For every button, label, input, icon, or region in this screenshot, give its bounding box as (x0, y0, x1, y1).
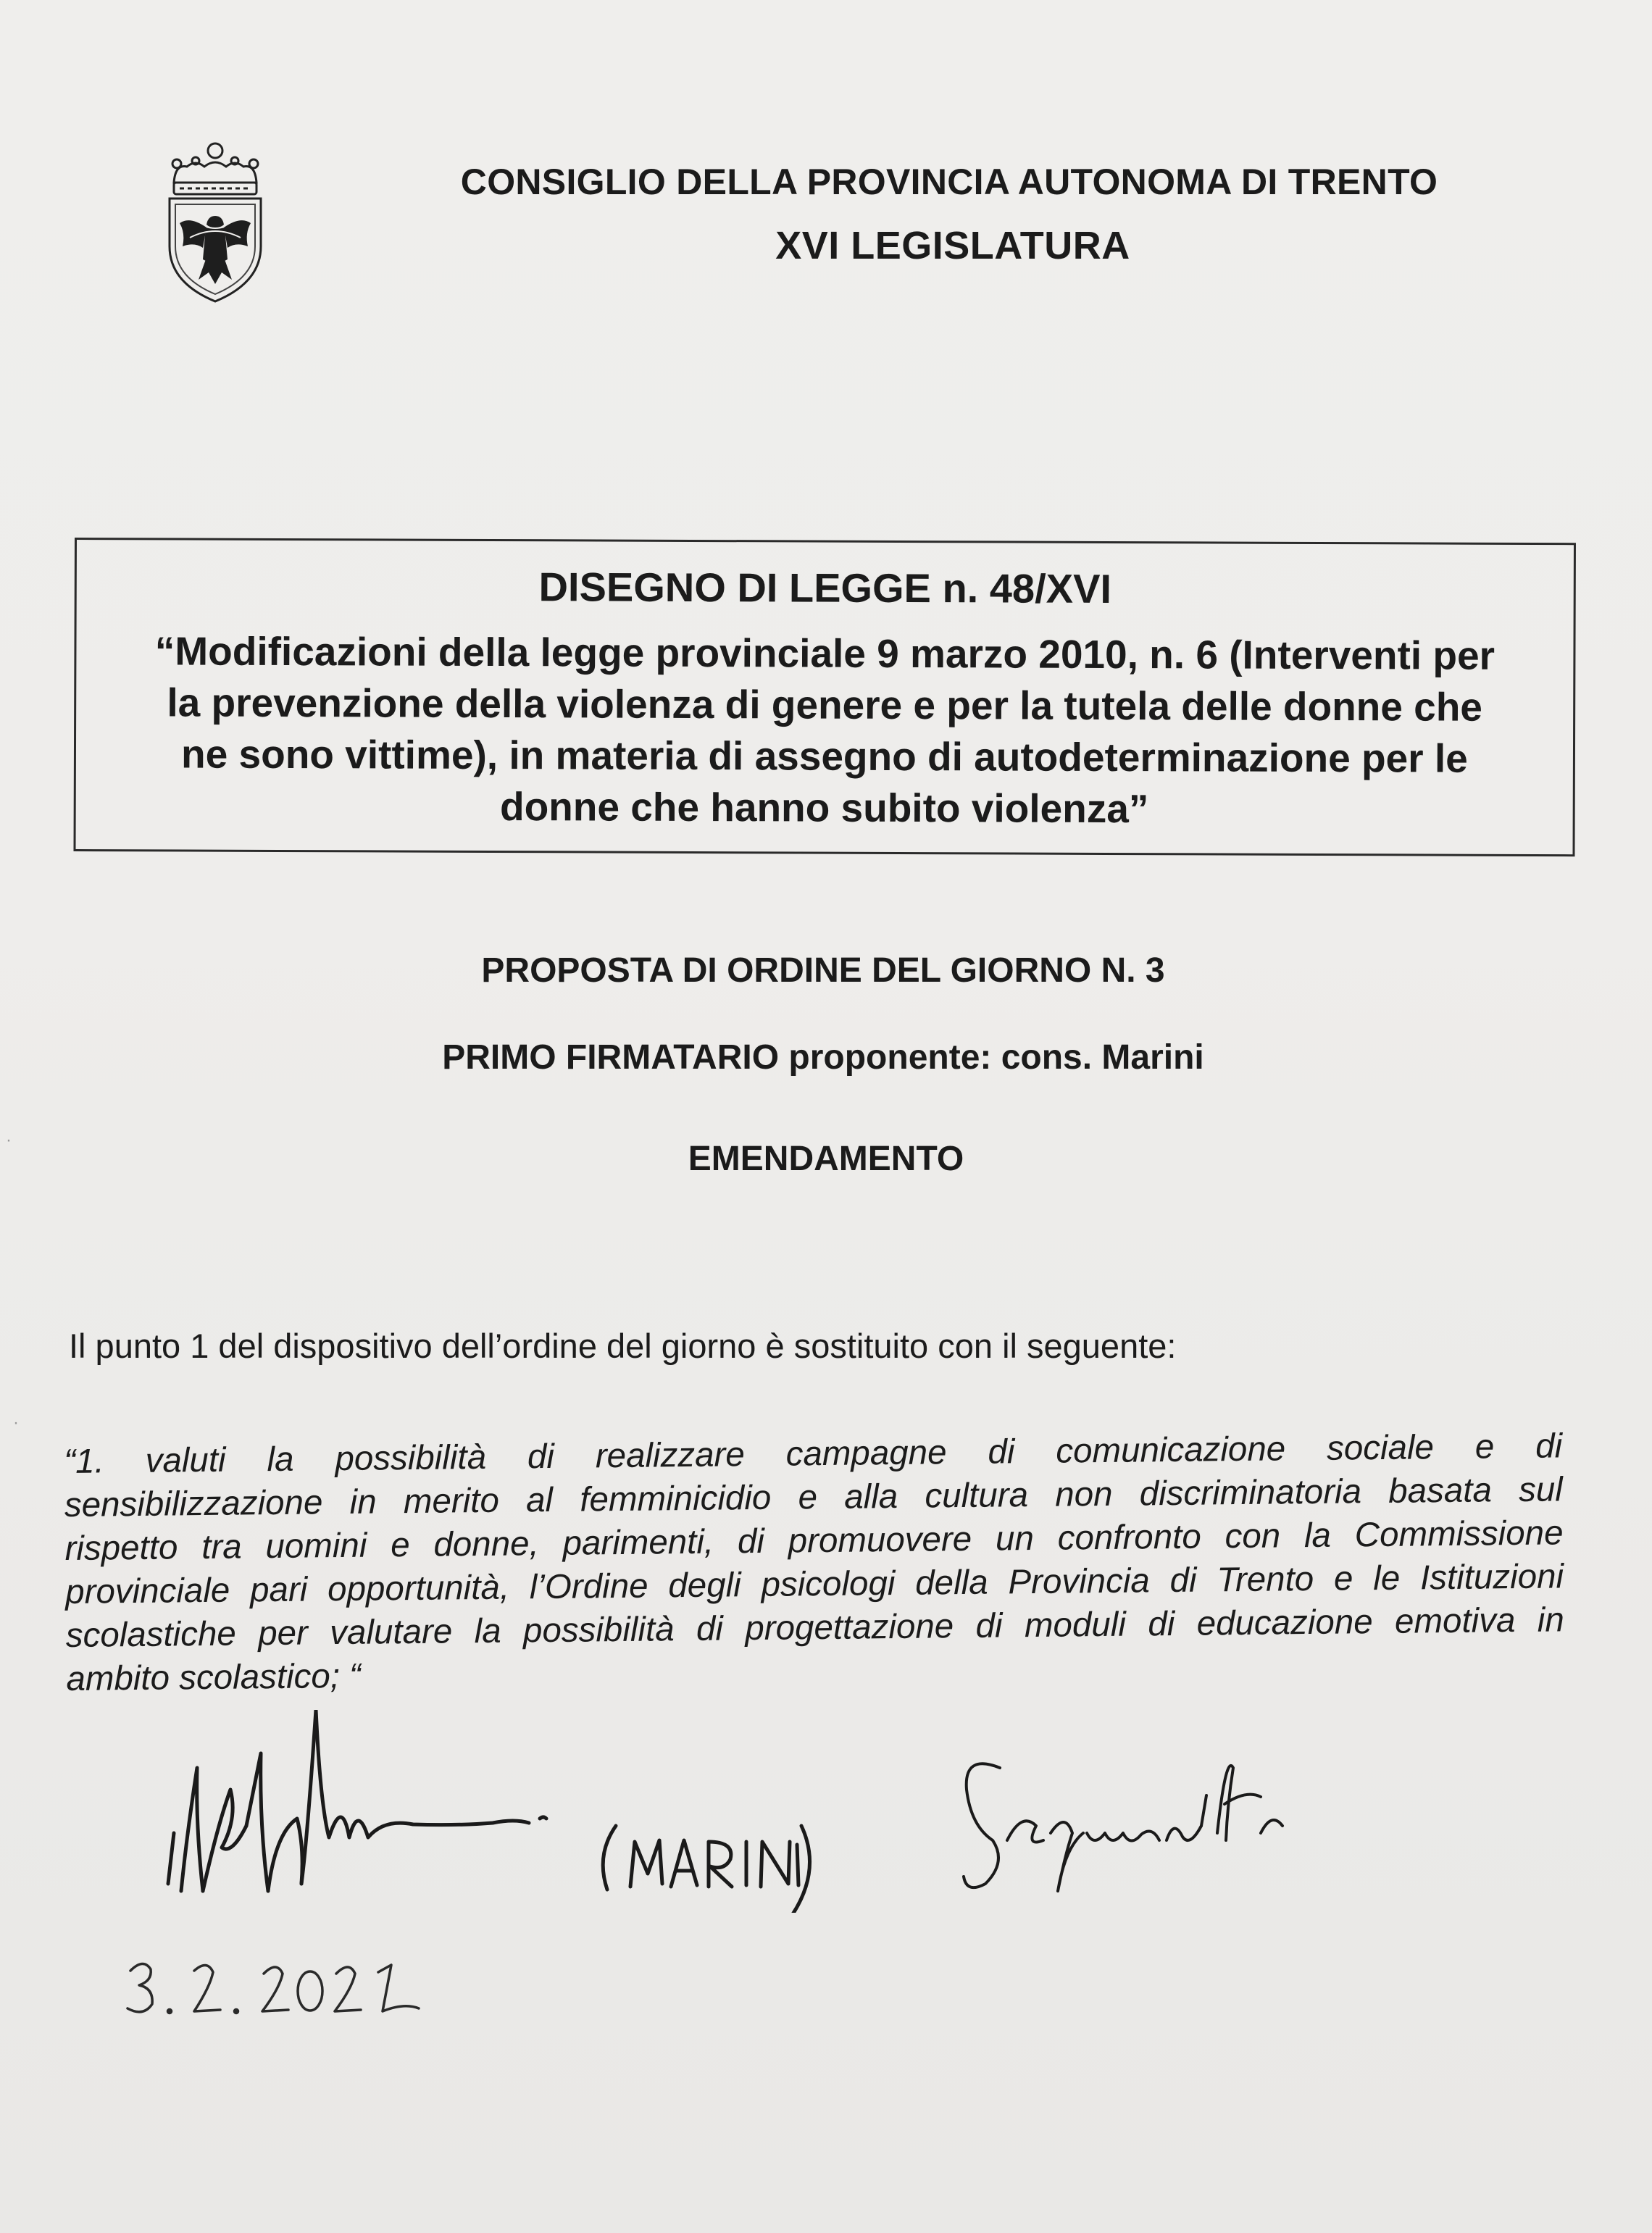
amendment-line: provinciale pari opportunità, l’Ordine degli psicologi della Provincia di Trento e le Istituzioni (64, 1557, 1564, 1611)
amendment-text (64, 1424, 1565, 1701)
trentino-eagle-crest-icon (161, 138, 270, 304)
bill-subject-line: la prevenzione della violenza di genere e per la tutela delle donne che (167, 680, 1483, 730)
bill-subject-line: donne che hanno subito violenza” (499, 784, 1149, 832)
scan-speck: · (6, 1130, 12, 1150)
bill-subject-line: “Modificazioni della legge provinciale 9 marzo 2010, n. 6 (Interventi per (154, 628, 1495, 678)
handwritten-date (122, 1949, 441, 2021)
bill-number: DISEGNO DI LEGGE n. 48/XVI (538, 564, 1112, 612)
amendment-line: “1. valuti la possibilità di realizzare campagne di comunicazione sociale e di (64, 1427, 1563, 1481)
amendment-line: scolastiche per valutare la possibilità di progettazione di moduli di educazione emotiva in (65, 1600, 1564, 1655)
amendment-line: sensibilizzazione in merito al femminicidio e alla cultura non discriminatoria basata sul (64, 1470, 1564, 1524)
first-signatory-label: PRIMO FIRMATARIO (442, 1038, 780, 1077)
signature-second (956, 1739, 1362, 1913)
institution-title: CONSIGLIO DELLA PROVINCIA AUTONOMA DI TRENTO (460, 162, 1438, 202)
first-signatory (0, 1038, 1646, 1077)
bill-subject (89, 625, 1561, 836)
signature-marini (152, 1710, 819, 1913)
scan-speck: · (13, 1413, 19, 1432)
amendment-line: ambito scolastico; “ (66, 1656, 362, 1698)
bill-title-box (73, 538, 1575, 856)
bill-subject-line: ne sono vittime), in materia di assegno di autodeterminazione per le (181, 731, 1468, 781)
amendment-line: rispetto tra uomini e donne, parimenti, di promuovere un confronto con la Commissione (64, 1514, 1564, 1568)
proponent: proponente: cons. Marini (788, 1038, 1204, 1077)
amendment-intro: Il punto 1 del dispositivo dell’ordine del giorno è sostituito con il seguente: (69, 1327, 1177, 1365)
amendment-heading: EMENDAMENTO (688, 1140, 964, 1178)
proposal-title: PROPOSTA DI ORDINE DEL GIORNO N. 3 (481, 951, 1165, 990)
legislature-title: XVI LEGISLATURA (775, 224, 1130, 267)
